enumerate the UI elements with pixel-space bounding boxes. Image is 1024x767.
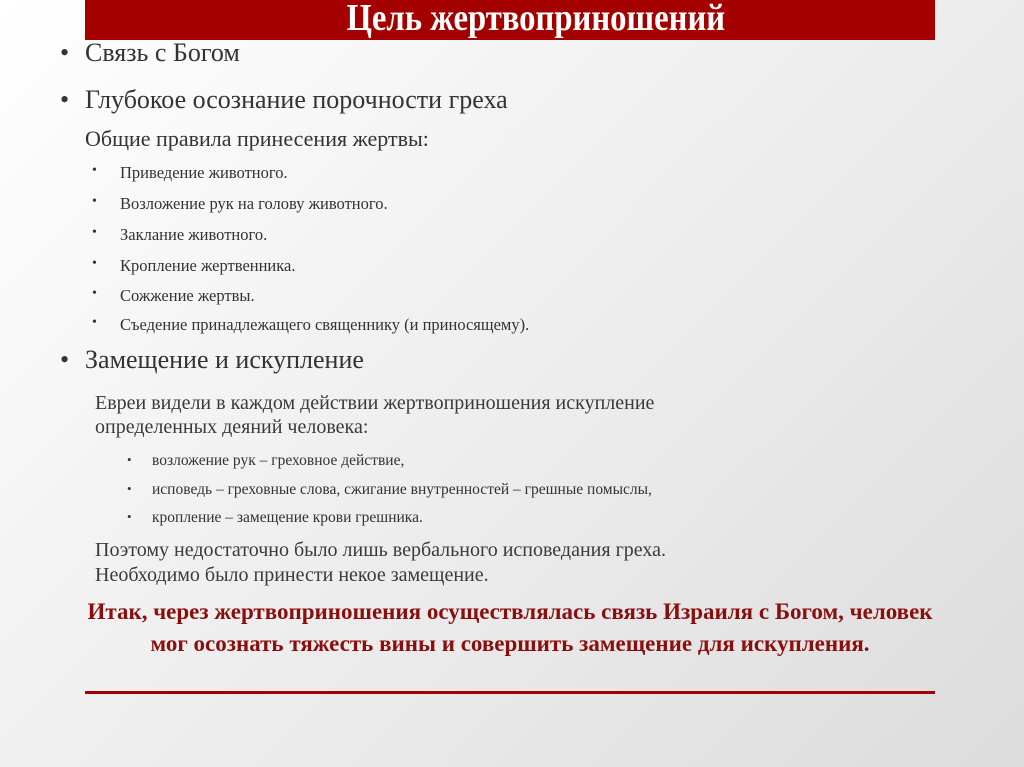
bullet-icon: • [60, 85, 70, 114]
summary-conclusion: Итак, через жертвоприношения осуществлялась связь Израиля с Богом, человек мог осознать тяжесть вины и совершить замещение для искупления. [87, 599, 933, 656]
bullet-icon: • [92, 286, 97, 301]
act-item [127, 452, 405, 470]
bullet-item [60, 38, 240, 68]
paragraph-line: Необходимо было принести некое замещение. [95, 564, 489, 586]
rule-item [92, 315, 530, 335]
divider [85, 691, 935, 694]
bullet-icon: • [127, 481, 132, 496]
bullet-icon: • [92, 225, 97, 240]
rule-item [92, 286, 255, 306]
rule-text: Заклание животного. [120, 225, 268, 244]
rule-text: Возложение рук на голову животного. [120, 194, 388, 213]
rule-text: Сожжение жертвы. [120, 286, 255, 305]
bullet-icon: • [92, 194, 97, 209]
act-item [127, 481, 652, 499]
rule-item [92, 163, 288, 183]
rule-text: Кропление жертвенника. [120, 256, 296, 275]
bullet-icon: • [60, 38, 70, 67]
bullet-item [60, 345, 364, 375]
bullet-icon: • [92, 315, 97, 330]
paragraph-line: Евреи видели в каждом действии жертвоприношения искупление [95, 392, 655, 414]
rule-text: Приведение животного. [120, 163, 288, 182]
act-text: исповедь – греховные слова, сжигание внутренностей – грешные помыслы, [152, 481, 652, 498]
bullet-icon: • [92, 163, 97, 178]
paragraph-line: Поэтому недостаточно было лишь вербального исповедания греха. [95, 539, 667, 561]
bullet-icon: • [127, 452, 132, 467]
rules-heading: Общие правила принесения жертвы: [85, 126, 429, 151]
rule-item [92, 225, 268, 245]
bullet-text: Связь с Богом [85, 38, 240, 67]
rule-item [92, 256, 296, 276]
bullet-text: Глубокое осознание порочности греха [85, 85, 508, 114]
paragraph-line: определенных деяний человека: [95, 416, 369, 438]
slide-title: Цель жертвоприношений [346, 0, 726, 39]
act-text: кропление – замещение крови грешника. [152, 509, 423, 526]
bullet-icon: • [60, 345, 70, 374]
bullet-icon: • [92, 256, 97, 271]
rule-text: Съедение принадлежащего священнику (и приносящему). [120, 315, 530, 334]
bullet-item [60, 85, 508, 115]
bullet-icon: • [127, 509, 132, 524]
bullet-text: Замещение и искупление [85, 345, 364, 374]
rule-item [92, 194, 388, 214]
title-bar [85, 0, 935, 40]
act-text: возложение рук – греховное действие, [152, 452, 405, 469]
act-item [127, 509, 423, 527]
